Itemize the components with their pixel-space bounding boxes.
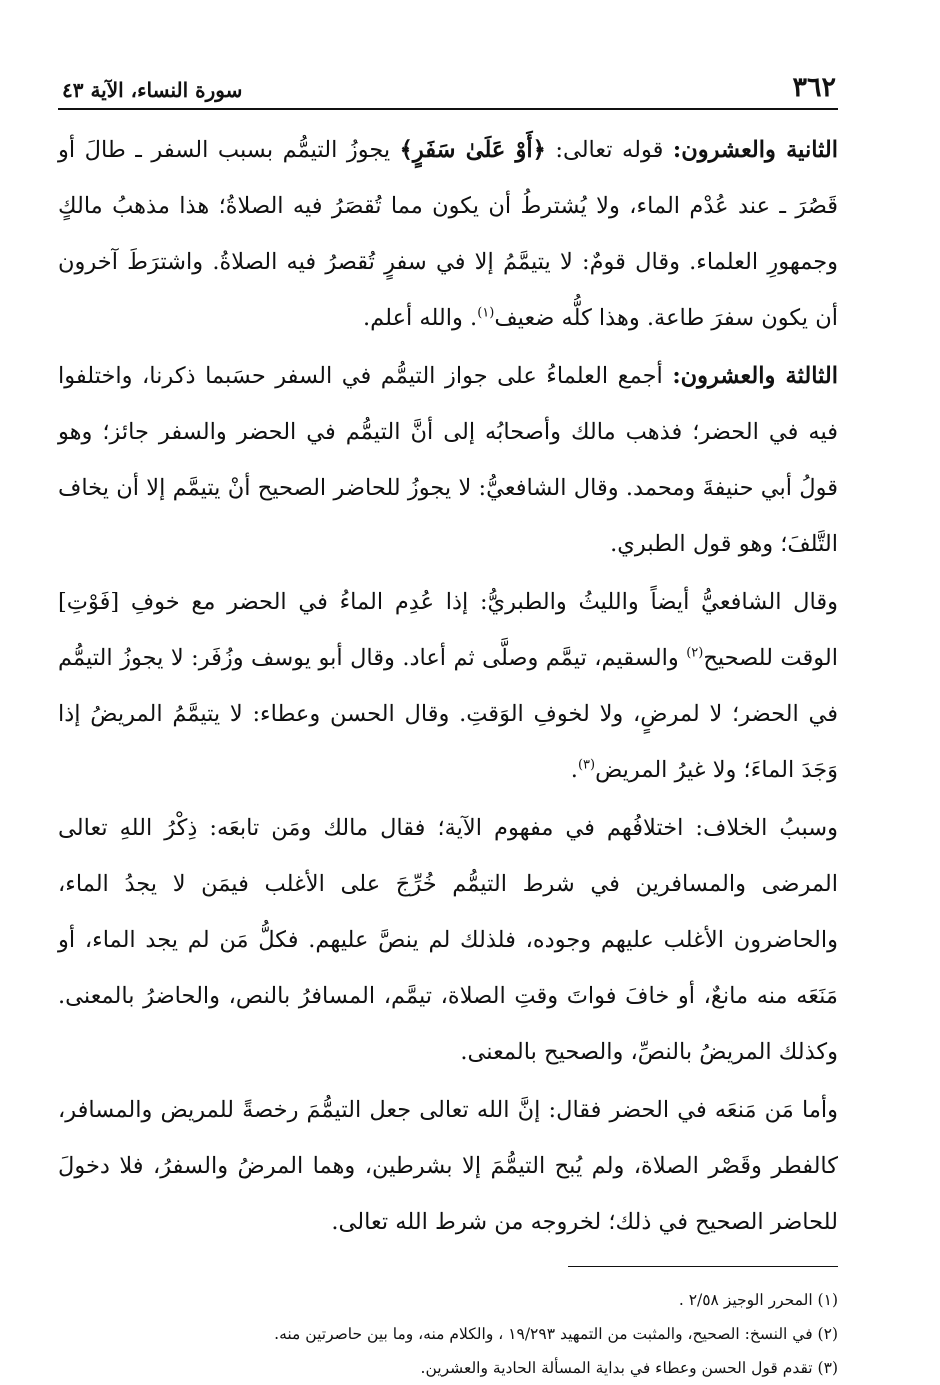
page-number: ٣٦٢ — [792, 72, 836, 103]
paragraph-22 — [58, 122, 838, 346]
paragraph-text: يجوزُ التيمُّم بسبب السفر ـ طالَ أو قَصُرَ ـ عند عُدْم الماء، ولا يُشترطُ أن يكون مما تُقصَرُ فيه الصلاةُ؛ هذا مذهبُ مالكٍ وجمهورِ العلماء. وقال قومٌ: لا يتيمَّمُ إلا في سفرٍ تُقصرُ فيه الصلاةُ. واشترَطَ آخرون أن يكون سفرَ طاعة. وهذا كلُّه ضعيف — [58, 137, 838, 331]
footnotes — [58, 1283, 838, 1385]
page-header — [58, 68, 838, 110]
footnote-marker: (٢) — [686, 645, 704, 661]
paragraph-text: أجمع العلماءُ على جواز التيمُّم في السفر حسَبما ذكرنا، واختلفوا فيه في الحضر؛ فذهب مالك وأصحابُه إلى أنَّ التيمُّم في الحضر والسفر جائز؛ وهو قولُ أبي حنيفةَ ومحمد. وقال الشافعيُّ: لا يجوزُ للحاضر الصحيح أنْ يتيمَّم إلا أن يخاف التَّلفَ؛ وهو قول الطبري. — [58, 363, 838, 557]
paragraph-text: والسقيم، تيمَّم وصلَّى ثم أعاد. وقال أبو يوسف وزُفَر: لا يجوزُ التيمُّم في الحضر؛ لا لمرضٍ، ولا لخوفِ الوَقتِ. وقال الحسن وعطاء: لا يتيمَّمُ المريضُ إذا وَجَدَ الماءَ؛ ولا غيرُ المريض — [58, 645, 838, 783]
footnote-1: (١) المحرر الوجيز ٢/٥٨ . — [678, 1291, 838, 1309]
footnote-marker: (٣) — [577, 757, 596, 773]
running-head: سورة النساء، الآية ٤٣ — [62, 78, 243, 102]
footnote-3: (٣) تقدم قول الحسن وعطاء في بداية المسألة الحادية والعشرين. — [420, 1359, 838, 1377]
paragraph-shafii — [58, 574, 838, 798]
book-page — [58, 68, 839, 1377]
paragraph-opponents — [58, 1082, 838, 1250]
paragraph-text: وسببُ الخلاف: اختلافُهم في مفهوم الآية؛ فقال مالك ومَن تابعَه: ذِكْرُ اللهِ تعالى المرضى والمسافرين في شرط التيمُّم خُرِّجَ على الأغلب فيمَن لا يجدُ الماء، والحاضرون الأغلب عليهم وجوده، فلذلك لم ينصَّ عليهم. فكلُّ مَن لم يجد الماء، أو مَنَعَه منه مانعٌ، أو خافَ فواتَ وقتِ الصلاة، تيمَّم، المسافرُ بالنص، والحاضرُ بالمعنى. وكذلك المريضُ بالنصِّ، والصحيح بالمعنى. — [58, 815, 838, 1065]
paragraph-text: وأما مَن مَنعَه في الحضر فقال: إنَّ الله تعالى جعل التيمُّمَ رخصةً للمريض والمسافر، كالفطر وقَصْر الصلاة، ولم يُبح التيمُّمَ إلا بشرطين، وهما المرضُ والسفرُ، فلا دخولَ للحاضر الصحيح في ذلك؛ لخروجه من شرط الله تعالى. — [58, 1097, 838, 1235]
footnote-separator-wrap — [58, 1252, 838, 1267]
footnote-2: (٢) في النسخ: الصحيح، والمثبت من التمهيد ١٩/٢٩٣ ، والكلام منه، وما بين حاصرتين منه. — [274, 1325, 838, 1343]
paragraph-text: . والله أعلم. — [363, 305, 478, 331]
paragraph-text: . — [570, 757, 578, 783]
paragraph-text: وقال الشافعيُّ أيضاً والليثُ والطبريُّ: إذا عُدِم الماءُ في الحضر مع خوفِ [فَوْتِ] الوقت للصحيح — [58, 589, 839, 671]
paragraph-text: قوله تعالى: — [545, 137, 673, 163]
main-text — [58, 122, 838, 1250]
issue-heading: الثالثة والعشرون: — [672, 363, 838, 389]
footnote-separator — [568, 1266, 838, 1267]
paragraph-reason — [58, 800, 838, 1080]
issue-heading: الثانية والعشرون: — [672, 137, 838, 163]
footnote-marker: (١) — [477, 305, 495, 321]
quran-quote: ﴿أَوْ عَلَىٰ سَفَرٍ﴾ — [399, 137, 546, 163]
paragraph-23 — [58, 348, 838, 572]
